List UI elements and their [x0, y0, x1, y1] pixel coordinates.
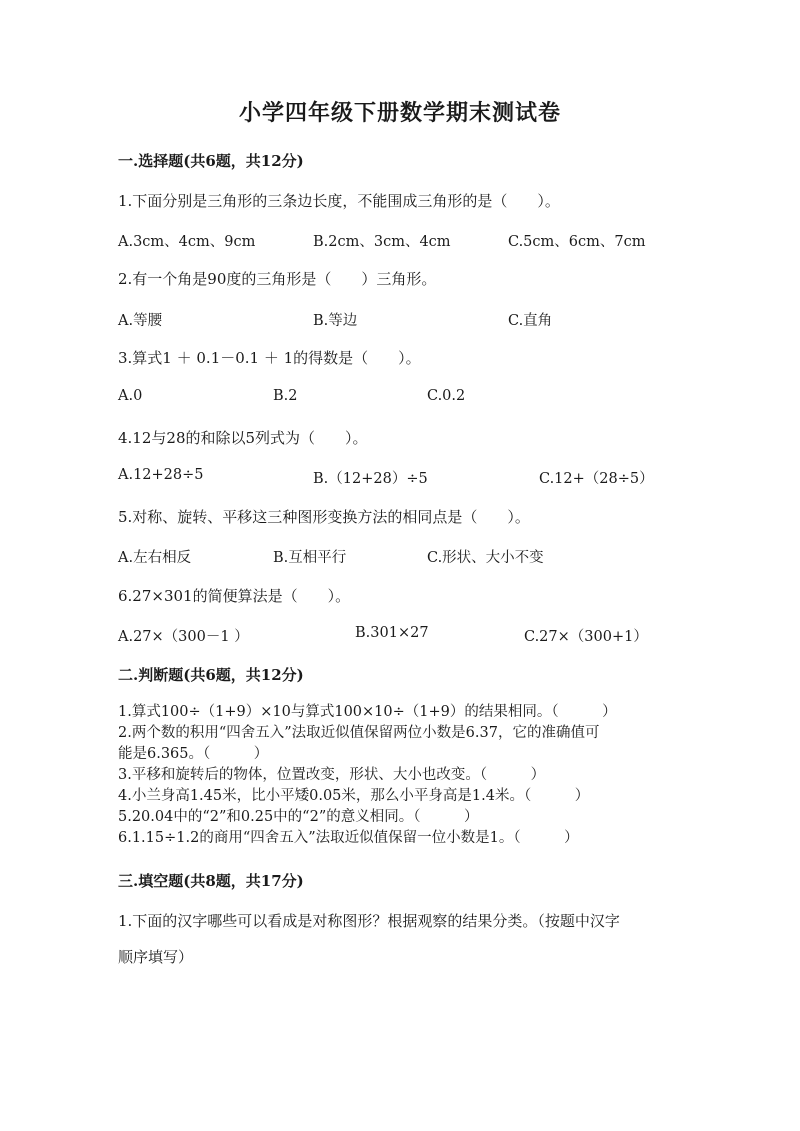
judgment-item-1: 1.算式100÷（1+9）×10与算式100×10÷（1+9）的结果相同。（ ） [118, 704, 617, 720]
question-1-2: 2.有一个角是90度的三角形是（ ）三角形。 [118, 270, 437, 288]
question-1-1: 1.下面分别是三角形的三条边长度，不能围成三角形的是（ ）。 [118, 192, 560, 210]
option-1-2-a: A.等腰 [118, 313, 163, 329]
option-1-2-b: B.等边 [313, 313, 358, 329]
judgment-item-4: 4.小兰身高1.45米，比小平矮0.05米，那么小平身高是1.4米。（ ） [118, 788, 590, 804]
question-1-3: 3.算式1 ＋ 0.1－0.1 ＋ 1的得数是（ ）。 [118, 349, 421, 367]
option-1-3-c: C.0.2 [427, 388, 466, 404]
section-heading-judgment: 二.判断题(共6题，共12分) [118, 666, 304, 684]
option-1-4-c: C.12+（28÷5） [539, 471, 654, 487]
option-1-3-b: B.2 [273, 388, 298, 404]
option-1-5-a: A.左右相反 [118, 550, 192, 566]
option-1-3-a: A.0 [118, 388, 143, 404]
option-1-1-b: B.2cm、3cm、4cm [313, 234, 451, 250]
judgment-item-6: 6.1.15÷1.2的商用“四舍五入”法取近似值保留一位小数是1。（ ） [118, 830, 579, 846]
fill-question-1-line-1: 1.下面的汉字哪些可以看成是对称图形？根据观察的结果分类。（按题中汉字 [118, 912, 620, 930]
judgment-item-3: 3.平移和旋转后的物体，位置改变，形状、大小也改变。（ ） [118, 767, 546, 783]
fill-question-1-line-2: 顺序填写） [118, 948, 194, 966]
option-1-4-b: B.（12+28）÷5 [313, 471, 428, 487]
option-1-5-c: C.形状、大小不变 [427, 550, 544, 566]
option-1-6-c: C.27×（300+1） [524, 629, 648, 645]
judgment-item-5: 5.20.04中的“2”和0.25中的“2”的意义相同。（ ） [118, 809, 479, 825]
question-1-5: 5.对称、旋转、平移这三种图形变换方法的相同点是（ ）。 [118, 508, 530, 526]
judgment-item-2-line-2: 能是6.365。（ ） [118, 746, 269, 762]
option-1-6-a: A.27×（300－1 ） [118, 629, 249, 645]
question-1-6: 6.27×301的简便算法是（ ）。 [118, 587, 351, 605]
question-1-4: 4.12与28的和除以5列式为（ ）。 [118, 429, 368, 447]
option-1-6-b: B.301×27 [355, 625, 429, 641]
option-1-4-a: A.12+28÷5 [118, 467, 204, 483]
page-title: 小学四年级下册数学期末测试卷 [238, 100, 561, 126]
section-heading-choice: 一.选择题(共6题，共12分) [118, 152, 304, 170]
option-1-1-a: A.3cm、4cm、9cm [118, 234, 256, 250]
section-heading-fill: 三.填空题(共8题，共17分) [118, 872, 304, 890]
option-1-5-b: B.互相平行 [273, 550, 347, 566]
judgment-item-2-line-1: 2.两个数的积用“四舍五入”法取近似值保留两位小数是6.37，它的准确值可 [118, 725, 600, 741]
option-1-2-c: C.直角 [508, 313, 553, 329]
option-1-1-c: C.5cm、6cm、7cm [508, 234, 646, 250]
